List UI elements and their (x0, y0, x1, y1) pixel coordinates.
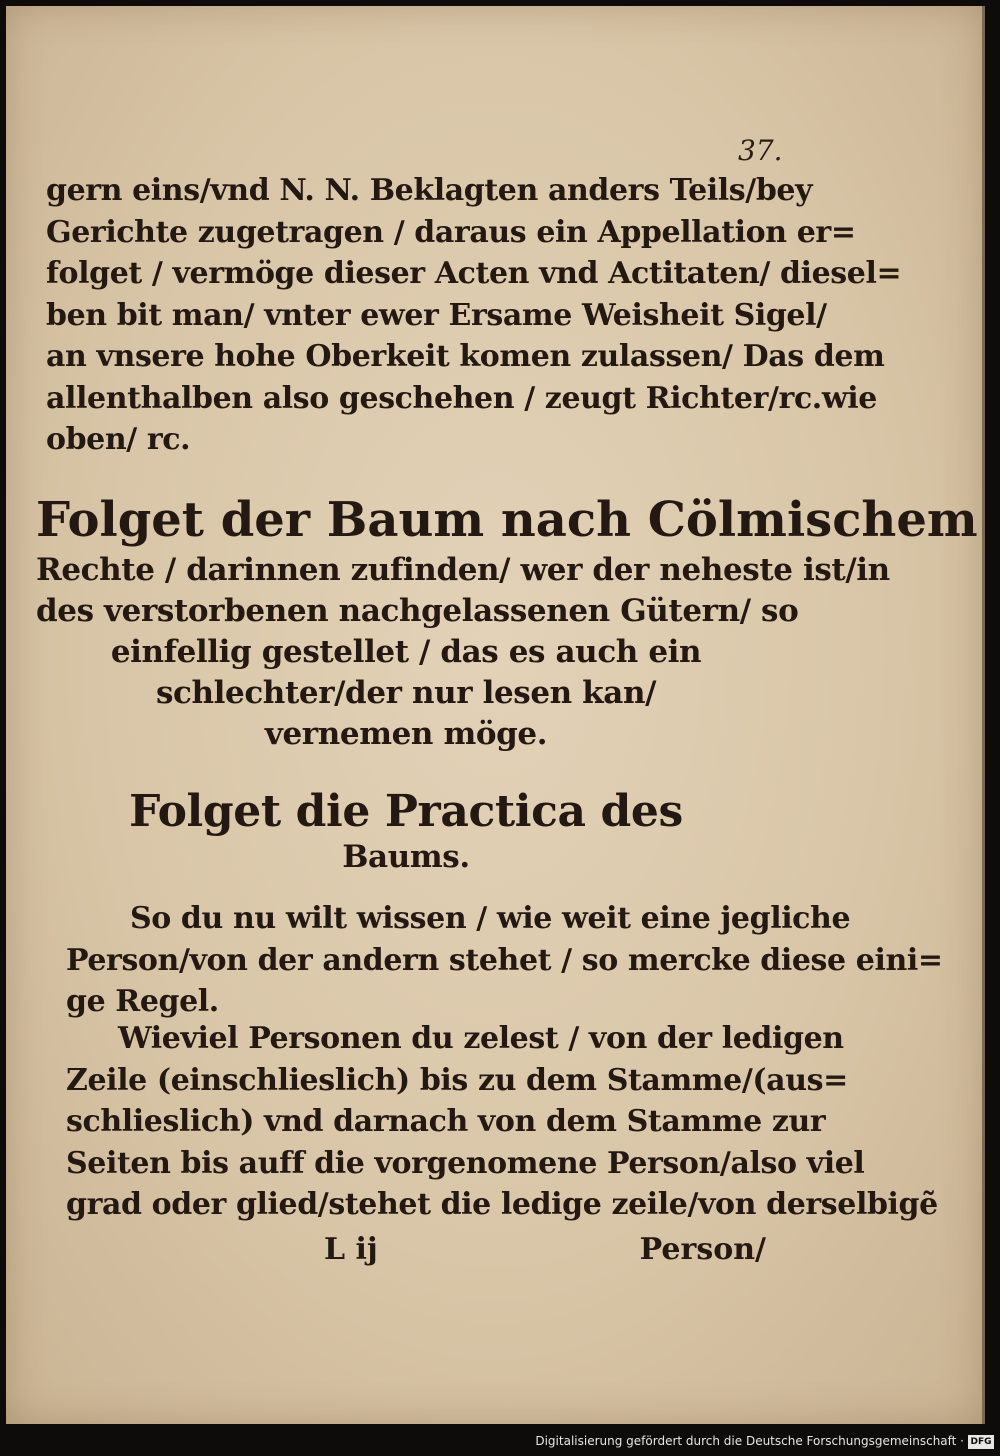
section-heading-practica (46, 786, 766, 876)
counting-paragraph (66, 1018, 938, 1226)
opening-paragraph (46, 170, 902, 461)
dfg-logo-icon: DFG (968, 1435, 994, 1449)
heading-line: Rechte / darinnen zufinden/ wer der neheste ist/in (36, 552, 890, 588)
text-line: Zeile (einschlieslich) bis zu dem Stamme/(aus= (66, 1062, 848, 1098)
catchword: Person/ (639, 1232, 766, 1267)
text-line: ge Regel. (66, 984, 219, 1019)
text-line: Seiten bis auff die vorgenomene Person/also viel (66, 1145, 865, 1181)
heading-title: Folget die Practica des (129, 786, 683, 837)
text-line: Wieviel Personen du zelest / von der ledigen (118, 1021, 844, 1056)
text-line: allenthalben also geschehen / zeugt Richter/rc.wie (46, 380, 877, 416)
heading-line: einfellig gestellet / das es auch ein (110, 634, 702, 670)
heading-line: Baums. (342, 839, 470, 875)
text-line: oben/ rc. (46, 422, 191, 457)
heading-line: des verstorbenen nachgelassenen Gütern/ so (36, 593, 799, 629)
text-line: Person/von der andern stehet / so mercke diese eini= (66, 942, 943, 978)
text-line: schlieslich) vnd darnach von dem Stamme zur (66, 1104, 826, 1139)
credit-bar (0, 1424, 1000, 1456)
text-line: Gerichte zugetragen / daraus ein Appellation er= (46, 214, 856, 250)
book-page (6, 6, 985, 1424)
heading-line: vernemen möge. (264, 716, 548, 752)
section-heading-baum (36, 490, 978, 755)
text-line: So du nu wilt wissen / wie weit eine jegliche (130, 901, 851, 936)
text-line: grad oder glied/stehet die ledige zeile/von derselbigẽ (66, 1187, 938, 1222)
text-line: gern eins/vnd N. N. Beklagten anders Teils/bey (46, 173, 813, 208)
heading-line: schlechter/der nur lesen kan/ (155, 675, 657, 711)
text-line: folget / vermöge dieser Acten vnd Actitaten/ diesel= (46, 256, 902, 291)
page-number: 37. (738, 134, 783, 167)
dfg-credit-text: Digitalisierung gefördert durch die Deutsche Forschungsgemeinschaft · (535, 1434, 964, 1448)
signature-mark: L ij (324, 1232, 378, 1267)
text-line: an vnsere hohe Oberkeit komen zulassen/ Das dem (46, 339, 885, 374)
rule-paragraph (66, 898, 943, 1023)
heading-title: Folget der Baum nach Cölmischem (36, 492, 978, 548)
text-line: ben bit man/ vnter ewer Ersame Weisheit Sigel/ (46, 297, 827, 333)
